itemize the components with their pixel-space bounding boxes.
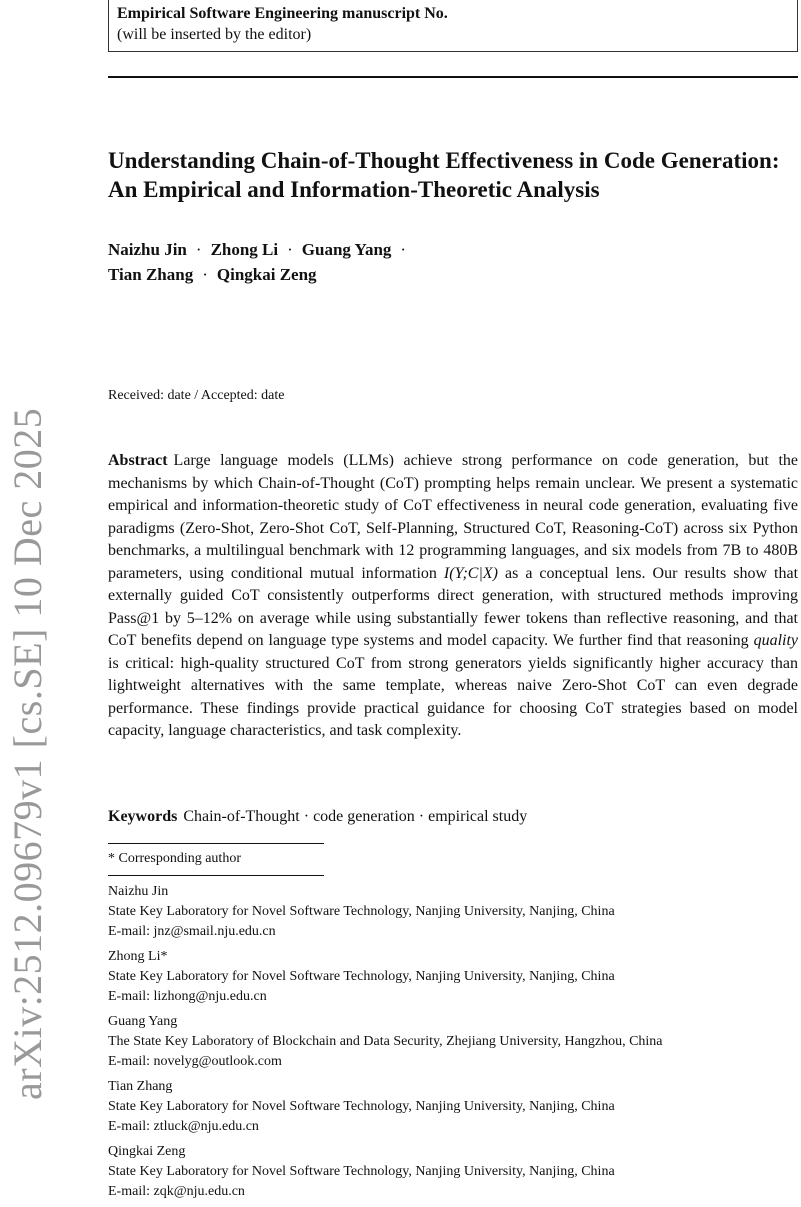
abstract-label: Abstract — [108, 452, 168, 469]
author-list — [108, 237, 798, 287]
author-name: Zhong Li — [210, 240, 279, 259]
header-rule — [108, 76, 798, 78]
editor-note: (will be inserted by the editor) — [117, 26, 312, 43]
affiliation — [108, 882, 798, 942]
keywords-text: Chain-of-Thought · code generation · empirical study — [183, 808, 528, 825]
abstract-text: as a conceptual lens. Our results show that externally guided CoT consistently outperforms direct generation, with structured methods improving Pass@1 by 5–12% on average while using substantially fewer tokens than reflective reasoning, and that CoT benefits depend on language type systems and model capacity. We further find that reasoning — [108, 564, 799, 649]
author-separator: · — [202, 265, 208, 284]
keywords — [108, 808, 527, 826]
journal-header-box — [108, 0, 798, 52]
paper-title: Understanding Chain-of-Thought Effectiveness in Code Generation: An Empirical and Information-Theoretic Analysis — [108, 148, 780, 202]
affiliation — [108, 1142, 798, 1202]
arxiv-identifier-watermark: arXiv:2512.09679v1 [cs.SE] 10 Dec 2025 — [5, 407, 50, 1100]
corresponding-author-note: * Corresponding author — [108, 851, 241, 866]
affiliation — [108, 947, 798, 1007]
affiliation-org: State Key Laboratory for Novel Software Technology, Nanjing University, Nanjing, China — [108, 969, 615, 984]
author-line-1 — [108, 237, 798, 262]
abstract-text: is critical: high-quality structured CoT from strong generators yields significantly higher accuracy than lightweight alternatives with the same template, whereas naive Zero-Shot CoT can even degrade performance. These findings provide practical guidance for choosing CoT strategies based on model capacity, language characteristics, and task complexity. — [108, 654, 798, 739]
affiliation-email: E-mail: novelyg@outlook.com — [108, 1054, 282, 1069]
abstract-formula: I(Y;C|X) — [443, 564, 498, 582]
abstract — [108, 450, 798, 743]
author-line-2 — [108, 262, 798, 287]
author-name: Tian Zhang — [108, 265, 194, 284]
abstract-text: Large language models (LLMs) achieve strong performance on code generation, but the mechanisms by which Chain-of-Thought (CoT) prompting helps remain unclear. We present a systematic empirical and information-theoretic study of CoT effectiveness in neural code generation, evaluating five paradigms (Zero-Shot, Zero-Shot CoT, Self-Planning, Structured CoT, Reasoning-CoT) across six Python benchmarks, a multilingual benchmark with 12 programming languages, and six models from 7B to 480B parameters, using conditional mutual information — [108, 452, 798, 582]
author-name: Naizhu Jin — [108, 240, 187, 259]
affiliation-email: E-mail: zqk@nju.edu.cn — [108, 1184, 245, 1199]
affiliations — [108, 882, 798, 1207]
affiliation — [108, 1012, 798, 1072]
footnote-rule — [108, 875, 324, 876]
affiliation-name: Qingkai Zeng — [108, 1144, 186, 1159]
footnote-rule — [108, 843, 324, 844]
keywords-label: Keywords — [108, 808, 178, 825]
affiliation-org: State Key Laboratory for Novel Software Technology, Nanjing University, Nanjing, China — [108, 1099, 615, 1114]
affiliation-email: E-mail: jnz@smail.nju.edu.cn — [108, 924, 276, 939]
received-accepted-dates: Received: date / Accepted: date — [108, 388, 285, 403]
author-name: Guang Yang — [301, 240, 392, 259]
journal-name: Empirical Software Engineering manuscript No. — [117, 5, 448, 22]
affiliation-email: E-mail: lizhong@nju.edu.cn — [108, 989, 267, 1004]
affiliation-name: Guang Yang — [108, 1014, 178, 1029]
author-separator: · — [195, 240, 202, 259]
affiliation-email: E-mail: ztluck@nju.edu.cn — [108, 1119, 259, 1134]
abstract-emphasis: quality — [753, 632, 798, 649]
affiliation — [108, 1077, 798, 1137]
author-name: Qingkai Zeng — [216, 265, 317, 284]
affiliation-org: State Key Laboratory for Novel Software Technology, Nanjing University, Nanjing, China — [108, 1164, 615, 1179]
affiliation-name: Tian Zhang — [108, 1079, 173, 1094]
affiliation-org: The State Key Laboratory of Blockchain and Data Security, Zhejiang University, Hangzhou, China — [108, 1034, 663, 1049]
affiliation-name: Zhong Li* — [108, 949, 168, 964]
affiliation-name: Naizhu Jin — [108, 884, 169, 899]
affiliation-org: State Key Laboratory for Novel Software Technology, Nanjing University, Nanjing, China — [108, 904, 615, 919]
author-separator: · — [287, 240, 293, 259]
author-separator: · — [400, 240, 407, 259]
